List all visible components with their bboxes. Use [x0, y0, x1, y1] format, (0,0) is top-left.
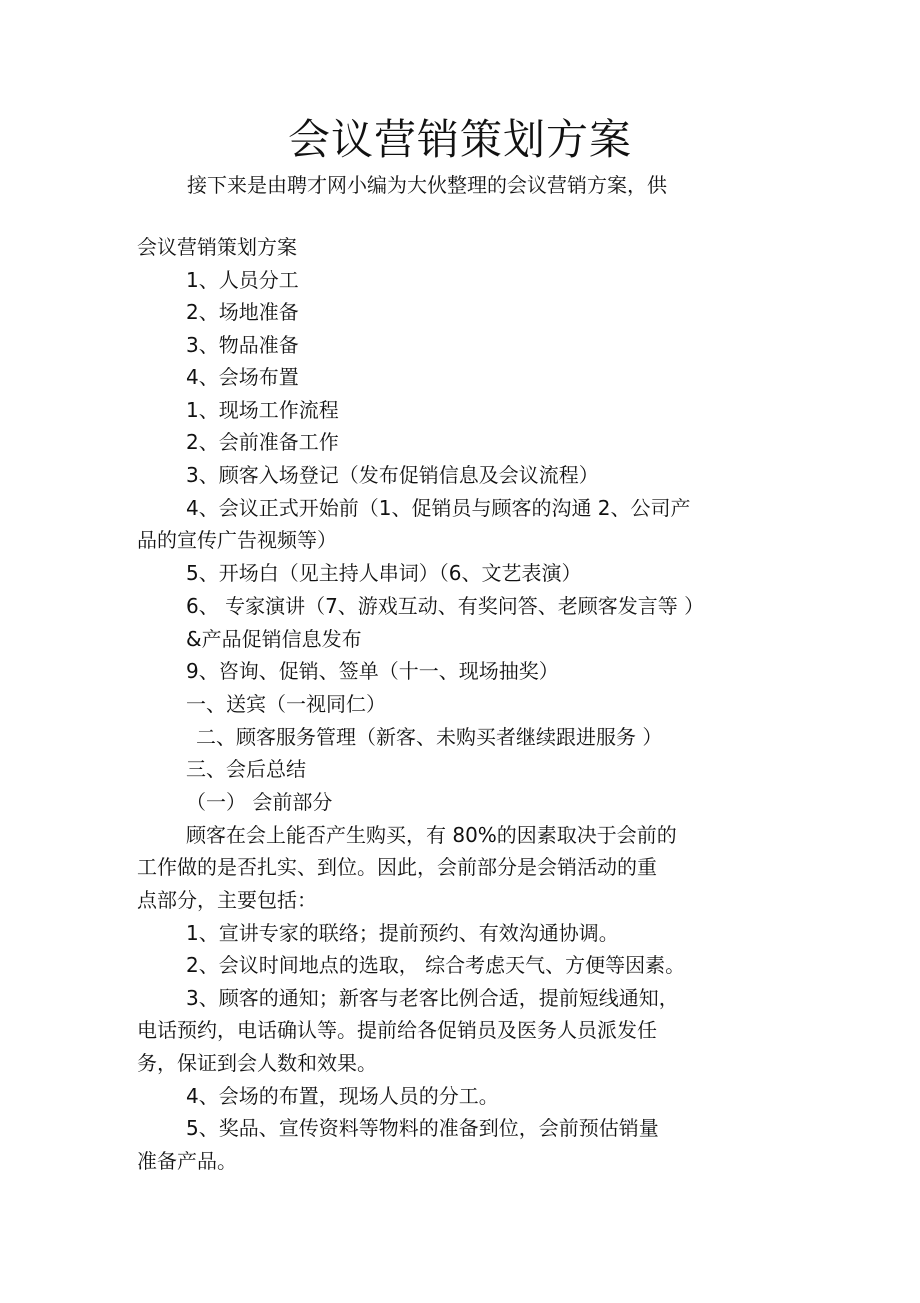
list-item: &产品促销信息发布 [186, 627, 362, 651]
paragraph-line: 准备产品。 [137, 1149, 237, 1173]
list-item: 5、奖品、宣传资料等物料的准备到位，会前预估销量 [186, 1116, 659, 1140]
list-item: 4、会场布置 [186, 365, 299, 389]
list-item: 6、 专家演讲（7、游戏互动、有奖问答、老顾客发言等 ） [186, 594, 705, 618]
list-item: 2、场地准备 [186, 300, 299, 324]
list-item: 3、物品准备 [186, 333, 299, 357]
paragraph-line: 务，保证到会人数和效果。 [137, 1051, 377, 1075]
list-item: 2、会议时间地点的选取， 综合考虑天气、方便等因素。 [186, 953, 686, 977]
list-item: 1、宣讲专家的联络；提前预约、有效沟通协调。 [186, 921, 619, 945]
paragraph-line: 电话预约，电话确认等。提前给各促销员及医务人员派发任 [137, 1018, 657, 1042]
list-item: 5、开场白（见主持人串词）（6、文艺表演） [186, 561, 582, 585]
list-item: 4、会场的布置，现场人员的分工。 [186, 1084, 499, 1108]
list-item: 三、会后总结 [186, 757, 306, 781]
document-subtitle: 接下来是由聘才网小编为大伙整理的会议营销方案，供 [187, 173, 667, 197]
list-item: 3、顾客的通知；新客与老客比例合适，提前短线通知， [186, 986, 679, 1010]
list-item: 2、会前准备工作 [186, 430, 339, 454]
list-item: 1、现场工作流程 [186, 398, 339, 422]
paragraph-line: 点部分，主要包括： [137, 888, 317, 912]
document-title: 会议营销策划方案 [287, 115, 632, 164]
list-item-continuation: 品的宣传广告视频等） [137, 528, 337, 552]
list-item: 一、送宾（一视同仁） [186, 692, 386, 716]
list-item: 二、顾客服务管理（新客、未购买者继续跟进服务 ） [196, 725, 663, 749]
list-item: 4、会议正式开始前（1、促销员与顾客的沟通 2、公司产 [186, 496, 691, 520]
subsection-heading: （一） 会前部分 [186, 790, 333, 814]
list-item: 1、人员分工 [186, 268, 299, 292]
section-heading: 会议营销策划方案 [137, 235, 297, 259]
list-item: 9、咨询、促销、签单（十一、现场抽奖） [186, 659, 559, 683]
list-item: 3、顾客入场登记（发布促销信息及会议流程） [186, 463, 599, 487]
paragraph-line: 工作做的是否扎实、到位。因此，会前部分是会销活动的重 [137, 855, 657, 879]
paragraph-line: 顾客在会上能否产生购买，有 80%的因素取决于会前的 [186, 823, 677, 847]
